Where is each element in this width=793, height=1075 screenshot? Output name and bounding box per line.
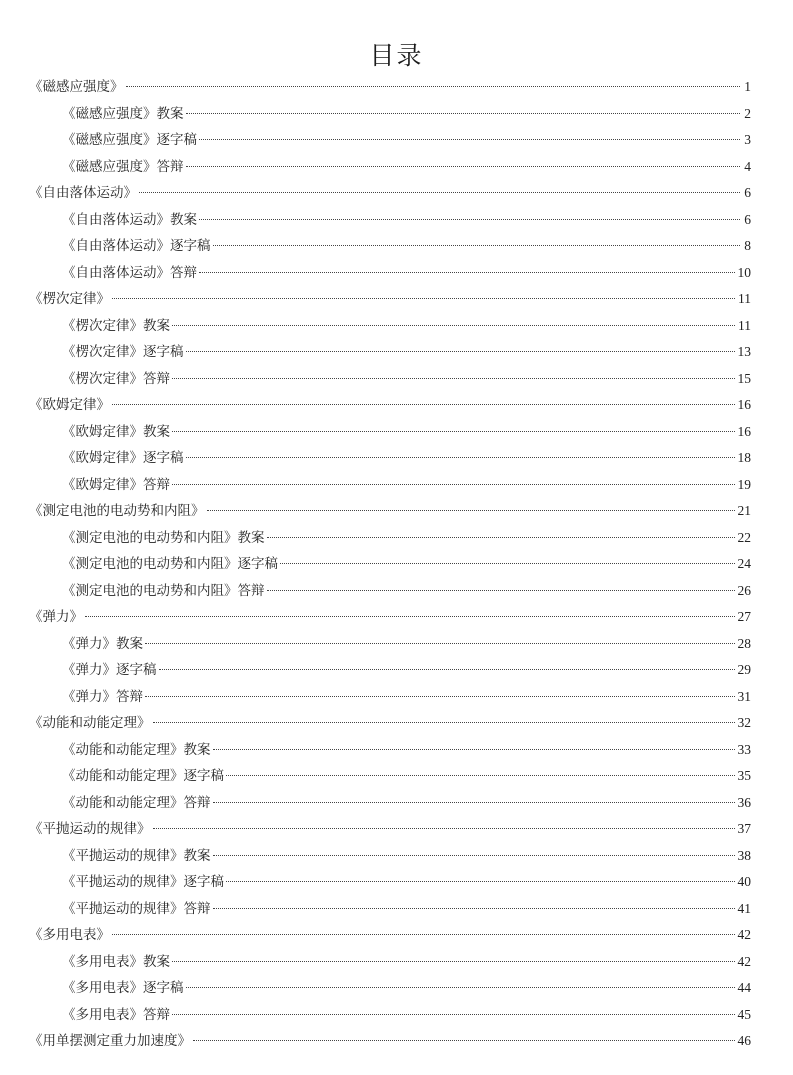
- toc-entry-title: 《楞次定律》答辩: [62, 370, 170, 387]
- toc-page-number: 6: [744, 185, 751, 200]
- toc-page-number: 45: [737, 1006, 751, 1022]
- toc-page-number: 29: [737, 662, 751, 677]
- toc-entry-section[interactable]: [29, 631, 751, 658]
- toc-entry-section[interactable]: [29, 313, 751, 340]
- toc-entry-title: 《磁感应强度》教案: [62, 105, 184, 122]
- toc-page-number: 41: [737, 900, 751, 916]
- toc-entry-chapter[interactable]: [29, 922, 751, 949]
- toc-entry-chapter[interactable]: [29, 286, 751, 313]
- dot-leader: [213, 802, 735, 803]
- toc-entry-section[interactable]: [29, 233, 751, 260]
- toc-page-number: 42: [737, 953, 751, 969]
- toc-page-number: 42: [737, 927, 751, 942]
- toc-entry-title: 《动能和动能定理》答辩: [62, 794, 211, 811]
- toc-entry-title: 《弹力》逐字稿: [62, 662, 157, 678]
- toc-entry-chapter[interactable]: [29, 1028, 751, 1055]
- toc-entry-section[interactable]: [29, 366, 751, 393]
- toc-entry-section[interactable]: [29, 339, 751, 366]
- toc-entry-title: 《欧姆定律》: [29, 397, 110, 413]
- toc-entry-title: 《平抛运动的规律》: [29, 821, 151, 837]
- toc-entry-section[interactable]: [29, 657, 751, 684]
- dot-leader: [213, 855, 735, 856]
- dot-leader: [267, 590, 735, 591]
- dot-leader: [280, 563, 735, 564]
- toc-entry-title: 《测定电池的电动势和内阻》答辩: [62, 582, 265, 599]
- toc-page-number: 32: [737, 715, 751, 730]
- toc-page-number: 40: [737, 874, 751, 889]
- toc-entry-section[interactable]: [29, 525, 751, 552]
- dot-leader: [112, 934, 735, 935]
- dot-leader: [172, 378, 735, 379]
- toc-entry-section[interactable]: [29, 127, 751, 154]
- dot-leader: [186, 351, 735, 352]
- toc-page-number: 31: [737, 688, 751, 704]
- toc-entry-chapter[interactable]: [29, 74, 751, 101]
- toc-entry-title: 《欧姆定律》答辩: [62, 476, 170, 493]
- toc-entry-section[interactable]: [29, 896, 751, 923]
- toc-page-number: 4: [744, 158, 751, 174]
- dot-leader: [199, 139, 740, 140]
- dot-leader: [153, 828, 735, 829]
- toc-page-number: 27: [737, 609, 751, 624]
- dot-leader: [186, 457, 735, 458]
- toc-entry-title: 《磁感应强度》逐字稿: [62, 132, 197, 148]
- toc-entry-title: 《弹力》教案: [62, 635, 143, 652]
- dot-leader: [145, 696, 735, 697]
- toc-entry-title: 《测定电池的电动势和内阻》: [29, 503, 205, 519]
- toc-page-number: 6: [744, 211, 751, 227]
- dot-leader: [172, 1014, 735, 1015]
- toc-entry-title: 《多用电表》答辩: [62, 1006, 170, 1023]
- toc-page-number: 18: [737, 450, 751, 465]
- toc-entry-title: 《自由落体运动》逐字稿: [62, 238, 211, 254]
- toc-entry-title: 《动能和动能定理》逐字稿: [62, 768, 224, 784]
- dot-leader: [193, 1040, 735, 1041]
- toc-entry-title: 《自由落体运动》教案: [62, 211, 197, 228]
- toc-page-number: 13: [737, 344, 751, 359]
- toc-entry-title: 《欧姆定律》逐字稿: [62, 450, 184, 466]
- toc-entry-title: 《自由落体运动》答辩: [62, 264, 197, 281]
- dot-leader: [226, 775, 735, 776]
- toc-page-number: 2: [744, 105, 751, 121]
- dot-leader: [213, 245, 741, 246]
- toc-entry-title: 《弹力》: [29, 609, 83, 625]
- toc-entry-title: 《用单摆测定重力加速度》: [29, 1033, 191, 1049]
- toc-entry-title: 《动能和动能定理》教案: [62, 741, 211, 758]
- toc-entry-chapter[interactable]: [29, 498, 751, 525]
- toc-entry-section[interactable]: [29, 737, 751, 764]
- toc-page-number: 8: [744, 238, 751, 253]
- dot-leader: [186, 987, 735, 988]
- toc-entry-title: 《欧姆定律》教案: [62, 423, 170, 440]
- toc-page-number: 38: [737, 847, 751, 863]
- toc-entry-title: 《多用电表》逐字稿: [62, 980, 184, 996]
- toc-entry-section[interactable]: [29, 207, 751, 234]
- toc-entry-section[interactable]: [29, 1002, 751, 1029]
- dot-leader: [159, 669, 735, 670]
- toc-page-number: 11: [738, 317, 751, 333]
- dot-leader: [186, 166, 741, 167]
- toc-entry-title: 《弹力》答辩: [62, 688, 143, 705]
- toc-entry-title: 《平抛运动的规律》教案: [62, 847, 211, 864]
- toc-page-number: 44: [737, 980, 751, 995]
- toc-entry-title: 《磁感应强度》: [29, 79, 124, 95]
- dot-leader: [213, 908, 735, 909]
- toc-entry-title: 《楞次定律》逐字稿: [62, 344, 184, 360]
- toc-entry-title: 《磁感应强度》答辩: [62, 158, 184, 175]
- table-of-contents: [29, 74, 751, 1055]
- dot-leader: [186, 113, 741, 114]
- toc-entry-title: 《多用电表》教案: [62, 953, 170, 970]
- toc-entry-title: 《楞次定律》教案: [62, 317, 170, 334]
- dot-leader: [226, 881, 735, 882]
- toc-entry-section[interactable]: [29, 684, 751, 711]
- toc-page-number: 10: [737, 264, 751, 280]
- toc-entry-section[interactable]: [29, 869, 751, 896]
- toc-page-number: 16: [737, 423, 751, 439]
- toc-entry-title: 《平抛运动的规律》答辩: [62, 900, 211, 917]
- toc-entry-section[interactable]: [29, 843, 751, 870]
- toc-page-number: 24: [737, 556, 751, 571]
- dot-leader: [207, 510, 735, 511]
- toc-entry-section[interactable]: [29, 260, 751, 287]
- toc-entry-title: 《测定电池的电动势和内阻》逐字稿: [62, 556, 278, 572]
- toc-page-number: 28: [737, 635, 751, 651]
- dot-leader: [199, 272, 735, 273]
- toc-entry-title: 《动能和动能定理》: [29, 715, 151, 731]
- toc-page-number: 26: [737, 582, 751, 598]
- toc-entry-chapter[interactable]: [29, 816, 751, 843]
- dot-leader: [85, 616, 735, 617]
- toc-entry-title: 《平抛运动的规律》逐字稿: [62, 874, 224, 890]
- dot-leader: [199, 219, 740, 220]
- toc-entry-title: 《测定电池的电动势和内阻》教案: [62, 529, 265, 546]
- toc-page-number: 15: [737, 370, 751, 386]
- toc-entry-title: 《楞次定律》: [29, 291, 110, 307]
- toc-page-number: 3: [744, 132, 751, 147]
- toc-entry-section[interactable]: [29, 101, 751, 128]
- toc-entry-chapter[interactable]: [29, 710, 751, 737]
- dot-leader: [172, 431, 735, 432]
- toc-entry-section[interactable]: [29, 154, 751, 181]
- dot-leader: [172, 484, 735, 485]
- toc-entry-section[interactable]: [29, 975, 751, 1002]
- dot-leader: [112, 404, 735, 405]
- toc-entry-chapter[interactable]: [29, 180, 751, 207]
- toc-page-number: 16: [737, 397, 751, 412]
- toc-page-number: 11: [738, 291, 751, 306]
- toc-page-number: 35: [737, 768, 751, 783]
- dot-leader: [213, 749, 735, 750]
- page-title: 目录: [369, 41, 424, 70]
- dot-leader: [112, 298, 735, 299]
- toc-page-number: 22: [737, 529, 751, 545]
- dot-leader: [153, 722, 735, 723]
- toc-entry-section[interactable]: [29, 949, 751, 976]
- dot-leader: [172, 325, 735, 326]
- toc-entry-section[interactable]: [29, 419, 751, 446]
- dot-leader: [267, 537, 735, 538]
- toc-page-number: 46: [737, 1033, 751, 1048]
- toc-page-number: 19: [737, 476, 751, 492]
- toc-page-number: 37: [737, 821, 751, 836]
- toc-entry-chapter[interactable]: [29, 604, 751, 631]
- dot-leader: [126, 86, 741, 87]
- toc-page-number: 21: [737, 503, 751, 518]
- toc-entry-section[interactable]: [29, 578, 751, 605]
- toc-entry-chapter[interactable]: [29, 392, 751, 419]
- toc-entry-title: 《自由落体运动》: [29, 185, 137, 201]
- toc-page-number: 33: [737, 741, 751, 757]
- toc-entry-section[interactable]: [29, 472, 751, 499]
- dot-leader: [172, 961, 735, 962]
- toc-page-number: 36: [737, 794, 751, 810]
- toc-entry-title: 《多用电表》: [29, 927, 110, 943]
- toc-entry-section[interactable]: [29, 790, 751, 817]
- toc-entry-section[interactable]: [29, 445, 751, 472]
- toc-entry-section[interactable]: [29, 551, 751, 578]
- dot-leader: [145, 643, 735, 644]
- dot-leader: [139, 192, 740, 193]
- toc-page-number: 1: [744, 79, 751, 94]
- toc-entry-section[interactable]: [29, 763, 751, 790]
